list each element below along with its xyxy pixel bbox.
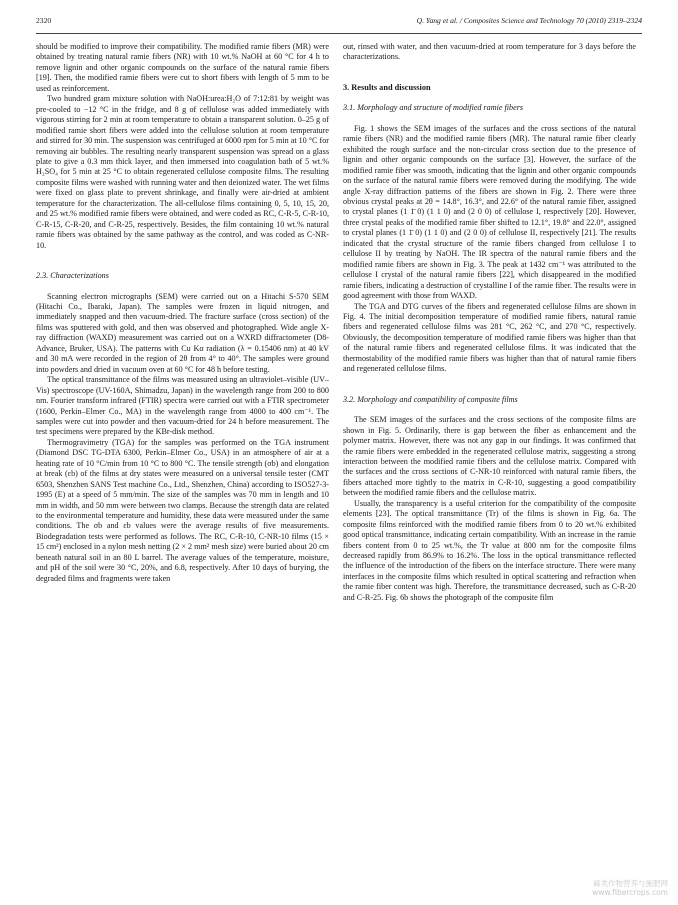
paragraph-uv-ftir: The optical transmittance of the films was measured using an ultraviolet–visible (UV–Vis) spectroscope (UV-160A, Shimadzu, Japan) in the wavelength range from 200 to 800 nm. Fourier transform infrared (FTIR) spectra were carried out with a FTIR spectrometer (1600, Perkin–Elmer Co., MA) in the wavelength range from 4000 to 400 cm⁻¹. The samples were cut into powder and then vacuum-dried for 24 h before measurement. The test specimens were prepared by the KBr-disk method. [36, 375, 329, 437]
paragraph-fiber-modification: should be modified to improve their compatibility. The modified ramie fibers (MR) were obtained by treating natural ramie fibers (NR) with 10 wt.% NaOH at 60 °C for 4 h to remove lignin and other organic compounds on the surface of the natural ramie fibers [19]. Then, the modified ramie fibers were cut to short fibers with length of 5 mm to be used as reinforcement. [36, 42, 329, 93]
section-heading-results: 3. Results and discussion [343, 82, 431, 92]
paragraph-fig1-sem-waxd: Fig. 1 shows the SEM images of the surfaces and the cross sections of the natural ramie fibers (NR) and the modified ramie fibers (MR). The natural ramie fiber clearly exhibited the rough surface and the non-circular cross section due to the presence of lignin and other organic compounds on the surface [3]. However, the surface of the modified ramie fiber was smooth, indicating that the lignin and other organic compounds on the surface of the natural ramie fibers were removed during the modifying. The wide angle X-ray diffraction patterns of the fibers are shown in Fig. 2. There were three obvious crystal peaks at 2θ = 14.8°, 16.3°, and 22.6° of the natural ramie fiber, assigned to crystal planes (1 1̄ 0) (1 1 0) and (2 0 0) of cellulose I, respectively [20]. However, three crystal peaks of the modified ramie fiber shifted to 12.1°, 19.8° and 22.0°, assigned to crystal planes (1 1̄ 0) (1 1 0) and (2 0 0) of cellulose II, respectively [21]. The results indicated that the crystal structure of the ramie fibers changed from cellulose I to cellulose II by treating by NaOH. The IR spectra of the natural ramie fibers and the modified ramie fibers are shown in Fig. 3. The peak at 1432 cm⁻¹ was attributed to the cellulose I crystal of the natural ramie fibers [22], which disappeared in the modified ramie fibers, indicating a destruction of crystalline I of the ramie fiber. The results were in good agreement with those from WAXD. [343, 123, 636, 301]
paragraph-transmittance: Usually, the transparency is a useful criterion for the compatibility of the composite elements [23]. The optical transmittance (Tr) of the films is shown in Fig. 6a. The composite films reinforced with the modified ramie fibers from 0 to 20 wt.% exhibited good optical transmittance, indicating certain compatibility. With an increase in the ramie fibers content from 0 to 25 wt.%, the Tr value at 800 nm for the composite films decreased rapidly from 86.9% to 16.2%. The loss in the optical transmittance reflected the influence of the introduction of the fibers on the interface structure. There were many interfaces in the composite films which resulted in optical scattering and refraction when the ramie fiber content was high. Therefore, the transmittance decreased, such as C-R-20 and C-R-25. Fig. 6b shows the photograph of the composite film [343, 498, 636, 602]
watermark-logo-text: 麻类作物营养与施肥网 www.fibercrops.com [592, 879, 668, 897]
section-heading-characterizations: 2.3. Characterizations [36, 271, 109, 281]
paragraph-tga-tensile: Thermogravimetry (TGA) for the samples was performed on the TGA instrument (Diamond DSC TG-DTA 6300, Perkin–Elmer Co., USA) in an atmosphere of air at a heating rate of 10 °C/min from 10 °C to 800 °C. The tensile strength (σb) and elongation at break (εb) of the films at dry states were measured on a universal tensile tester (CMT 6503, Shenzhen SANS Test machine Co., Ltd., Shenzhen, China) according to ISO527-3-1995 (E) at a speed of 5 mm/min. The size of the samples was 70 mm in length and 10 mm in width, and 50 mm were between two clamps. Because the strength data are related to the environmental temperature and humidity, these data were measured under the same conditions. The σb and εb values were the average results of five measurements. Biodegradation tests were performed as follows. The RC, C-R-10, C-NR-10 films (15 × 15 cm²) enclosed in a nylon mesh netting (2 × 2 mm² mesh size) were buried about 20 cm beneath natural soil in an 80 L barrel. The average values of the temperature, moisture, and pH of the soil were 30 °C, 20%, and 6.8, respectively. After 10 days of burying, the degraded films and fragments were taken [36, 437, 329, 583]
header-rule [36, 33, 642, 34]
paragraph-continued: out, rinsed with water, and then vacuum-dried at room temperature for 3 days before the characterizations. [343, 42, 636, 62]
running-header [36, 16, 642, 28]
paragraph-film-preparation: Two hundred gram mixture solution with NaOH:urea:H₂O of 7:12:81 by weight was pre-cooled to −12 °C in the fridge, and 8 g of cellulose was added immediately with vigorous stirring for 2 min at room temperature to obtain a transparent solution. 0–25 g of modified ramie short fibers were added into the cellulose solution at room temperature and stirred for 30 min. The suspension was centrifuged at 6000 rpm for 5 min at 10 °C for removing air bubbles. The resulting nearly transparent suspension was spread on a glass plate to give a 0.3 mm thick layer, and then immersed into coagulation bath of 5 wt.% H₂SO₄ for 5 min at 25 °C to obtain regenerated cellulose composite films. The resulting composite films were washed with running water and then deionized water. The wet films were fixed on glass plate to prevent shrinkage, and finally were air-dried at ambient temperature for the characterization. The all-cellulose films containing 0, 5, 10, 15, 20, and 25 wt.% modified ramie fibers were obtained, and were coded as RC, C-R-5, C-R-10, C-R-15, C-R-20, and C-R-25, respectively. Besides, the film containing 10 wt.% natural ramie fibers was obtained by the same pathway as the control, and was coded as C-NR-10. [36, 94, 329, 250]
journal-citation: Q. Yang et al. / Composites Science and Technology 70 (2010) 2319–2324 [416, 16, 642, 25]
page-number: 2320 [36, 16, 52, 25]
paragraph-sem-waxd: Scanning electron micrographs (SEM) were carried out on a Hitachi S-570 SEM (Hitachi Co., Ibaraki, Japan). The samples were frozen in liquid nitrogen, and immediately snapped and then vacuum-dried. The fracture surface (cross section) of the films was sputtered with gold, and then was observed and photographed. Wide angle X-ray diffraction (WAXD) measurement was carried out on a WXRD diffractometer (D8-Advance, Bruker, USA). The patterns with Cu Kα radiation (λ = 0.15406 nm) at 40 kV and 30 mA were recorded in the region of 2θ from 4° to 40°. The samples were ground into powders and dried in vacuum oven at 60 °C for 48 h before testing. [36, 291, 329, 374]
right-column [343, 42, 636, 603]
paragraph-composite-sem: The SEM images of the surfaces and the cross sections of the composite films are shown in Fig. 5. Ordinarily, there is gap between the fiber as enhancement and the polymer matrix. However, there was not any gap in our findings. It was confirmed that the ramie fibers were embedded in the regenerated cellulose matrix, suggesting a strong interaction between the modified ramie fibers and the cellulose matrix. Compared with the surfaces and the cross sections of C-NR-10 reinforced with natural ramie fibers, the fibers attached more tightly to the matrix in C-R-10, suggesting a good compatibility between the modified ramie fibers and the cellulose matrix. [343, 415, 636, 498]
section-heading-morphology-fibers: 3.1. Morphology and structure of modified ramie fibers [343, 103, 524, 113]
section-heading-composite-films: 3.2. Morphology and compatibility of composite films [343, 394, 518, 404]
paragraph-tga-dtg: The TGA and DTG curves of the fibers and regenerated cellulose films are shown in Fig. 4. The initial decomposition temperature of modified ramie fibers, natural ramie fibers and regenerated cellulose films was 281 °C, 262 °C, and 270 °C, respectively. Obviously, the decomposition temperature of modified ramie fibers was higher than that of the natural ramie fibers and regenerated cellulose films. It was indicated that the thermostability of the modified ramie fibers was higher than that of natural ramie fibers and regenerated cellulose films. [343, 301, 636, 374]
left-column [36, 42, 329, 584]
